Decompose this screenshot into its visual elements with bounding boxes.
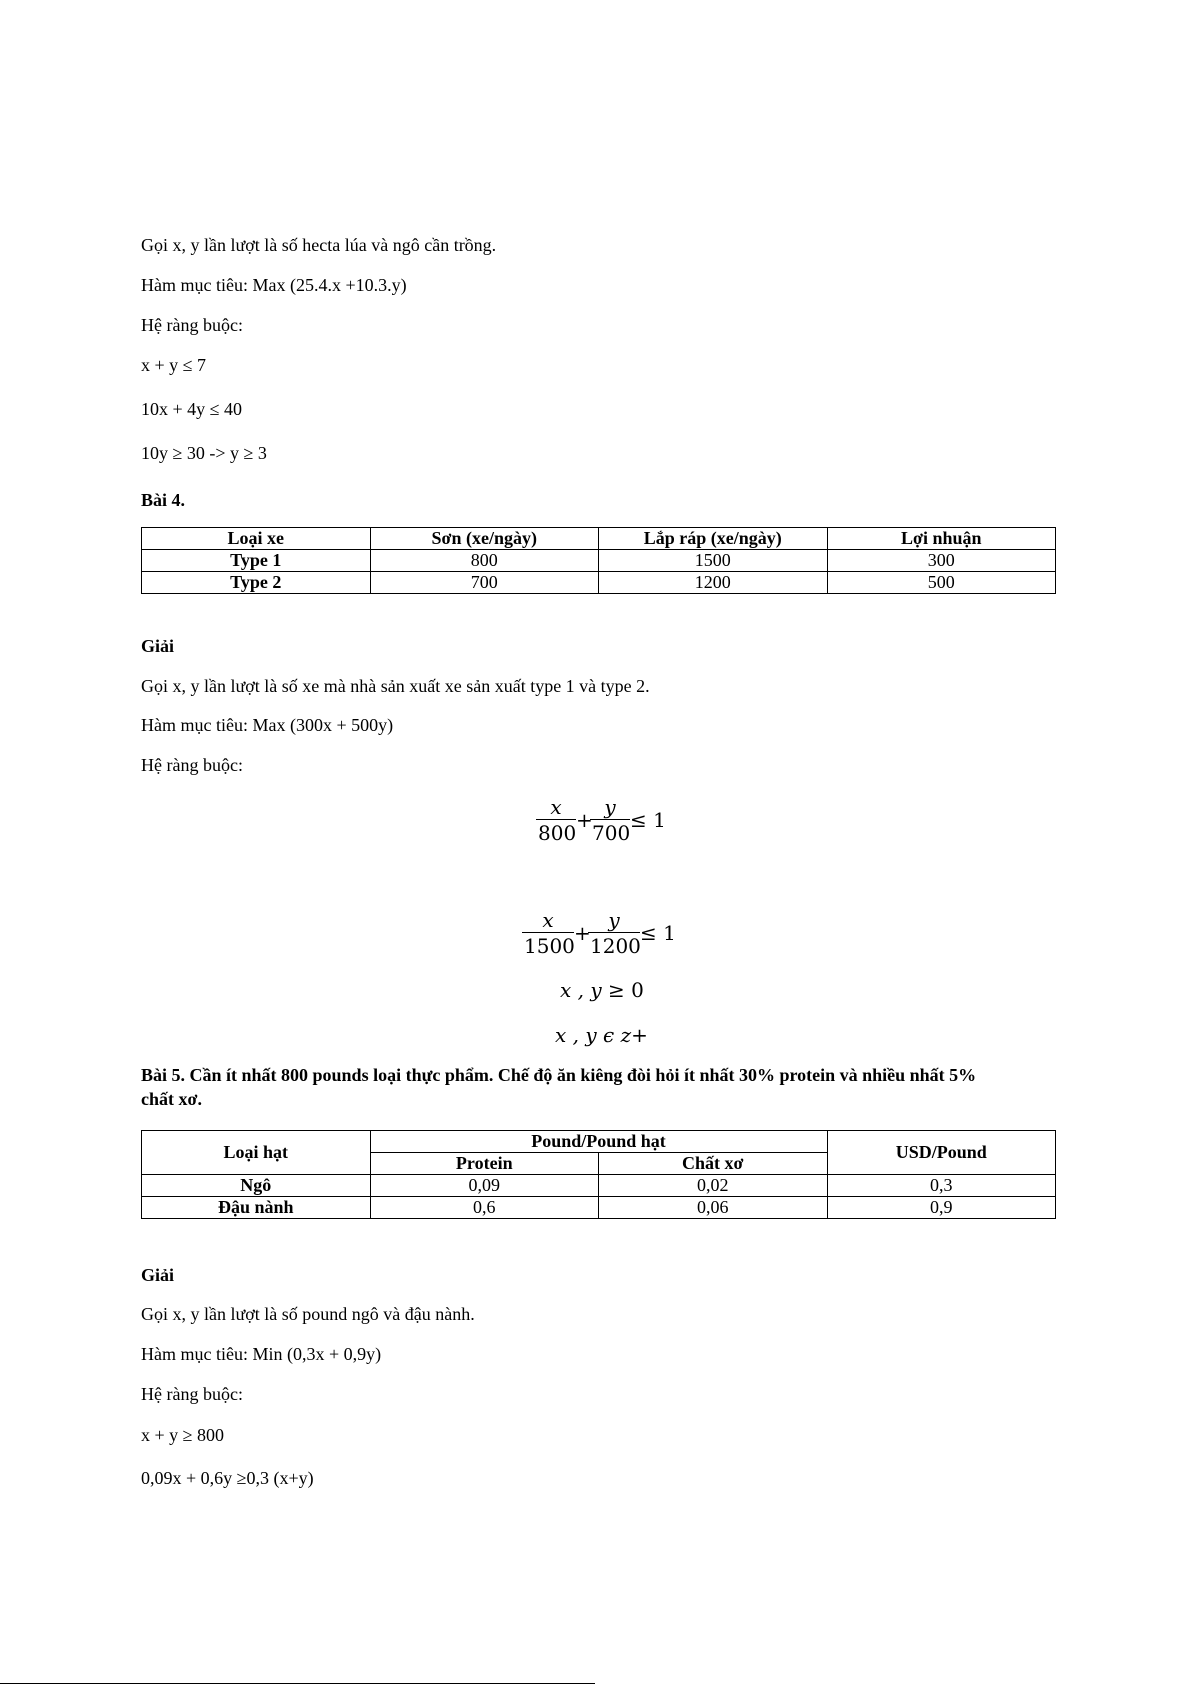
- table-header: Protein: [370, 1153, 599, 1175]
- numerator: x: [542, 908, 554, 932]
- table-cell: 500: [827, 572, 1056, 594]
- numerator: x: [550, 795, 562, 819]
- section-heading-cont: chất xơ.: [141, 1089, 202, 1109]
- table-header: Sơn (xe/ngày): [370, 528, 599, 550]
- section-heading: Bài 4.: [141, 490, 186, 510]
- fraction: [590, 795, 630, 846]
- footer-divider: [0, 1683, 595, 1684]
- text-line: Hệ ràng buộc:: [141, 315, 243, 335]
- numerator: y: [604, 795, 616, 819]
- table-cell: Đậu nành: [142, 1197, 371, 1219]
- relation: ϵ z+: [596, 1023, 648, 1047]
- text-line: Gọi x, y lần lượt là số pound ngô và đậu nành.: [141, 1304, 475, 1324]
- relation: ≤ 1: [640, 921, 676, 945]
- relation: ≥ 0: [601, 978, 644, 1002]
- bai4-table: [141, 527, 1056, 594]
- table-header-row: [142, 528, 1056, 550]
- table-cell: 0,06: [599, 1197, 828, 1219]
- denominator: 700: [592, 821, 631, 845]
- fraction: [522, 908, 574, 959]
- constraint-line: 10y ≥ 30 -> y ≥ 3: [141, 443, 267, 463]
- table-header: USD/Pound: [827, 1131, 1056, 1175]
- constraint-line: x + y ≤ 7: [141, 355, 207, 375]
- giai-heading: Giải: [141, 636, 175, 656]
- table-cell: 0,09: [370, 1175, 599, 1197]
- text-line: Gọi x, y lần lượt là số xe mà nhà sản xuất xe sản xuất type 1 và type 2.: [141, 676, 650, 696]
- text-line: Hệ ràng buộc:: [141, 1384, 243, 1404]
- plus-sign: +: [574, 921, 591, 945]
- variables: x , y: [555, 1023, 597, 1047]
- bai5-table: [141, 1130, 1056, 1219]
- denominator: 1500: [524, 934, 575, 958]
- text-line: Hàm mục tiêu: Min (0,3x + 0,9y): [141, 1344, 382, 1364]
- table-row: [142, 572, 1056, 594]
- table-header: Chất xơ: [599, 1153, 828, 1175]
- constraint-line: 0,09x + 0,6y ≥0,3 (x+y): [141, 1468, 314, 1488]
- table-cell: 0,6: [370, 1197, 599, 1219]
- fraction: [588, 908, 640, 959]
- table-cell: 1200: [599, 572, 828, 594]
- constraint-line: 10x + 4y ≤ 40: [141, 399, 243, 419]
- plus-sign: +: [576, 808, 593, 832]
- table-header: Pound/Pound hạt: [370, 1131, 827, 1153]
- numerator: y: [608, 908, 620, 932]
- denominator: 800: [538, 821, 577, 845]
- table-row: [142, 1197, 1056, 1219]
- table-cell: 800: [370, 550, 599, 572]
- constraint-line: x + y ≥ 800: [141, 1425, 225, 1445]
- table-header-row: [142, 1131, 1056, 1153]
- nonnegativity-constraint: [560, 978, 644, 1002]
- relation: ≤ 1: [630, 808, 666, 832]
- table-cell: 0,9: [827, 1197, 1056, 1219]
- table-header: Lắp ráp (xe/ngày): [599, 528, 828, 550]
- variables: x , y: [560, 978, 602, 1002]
- text-line: Hàm mục tiêu: Max (25.4.x +10.3.y): [141, 275, 407, 295]
- denominator: 1200: [590, 934, 641, 958]
- table-cell: 300: [827, 550, 1056, 572]
- table-cell: 0,02: [599, 1175, 828, 1197]
- table-row: [142, 550, 1056, 572]
- table-cell: 0,3: [827, 1175, 1056, 1197]
- table-cell: 1500: [599, 550, 828, 572]
- giai-heading: Giải: [141, 1265, 175, 1285]
- section-heading: Bài 5. Cần ít nhất 800 pounds loại thực phẩm. Chế độ ăn kiêng đòi hỏi ít nhất 30% protein và nhiều nhất 5%: [141, 1065, 977, 1085]
- table-cell: Type 1: [142, 550, 371, 572]
- table-cell: Ngô: [142, 1175, 371, 1197]
- text-line: Hàm mục tiêu: Max (300x + 500y): [141, 715, 394, 735]
- fraction-inequality: [522, 908, 682, 968]
- text-line: Hệ ràng buộc:: [141, 755, 243, 775]
- table-cell: 700: [370, 572, 599, 594]
- integer-constraint: [555, 1023, 648, 1047]
- fraction-inequality: [536, 795, 676, 855]
- table-header: Loại hạt: [142, 1131, 371, 1175]
- table-row: [142, 1175, 1056, 1197]
- fraction: [536, 795, 576, 846]
- text-line: Gọi x, y lần lượt là số hecta lúa và ngô cần trồng.: [141, 235, 497, 255]
- table-header: Lợi nhuận: [827, 528, 1056, 550]
- table-cell: Type 2: [142, 572, 371, 594]
- table-header: Loại xe: [142, 528, 371, 550]
